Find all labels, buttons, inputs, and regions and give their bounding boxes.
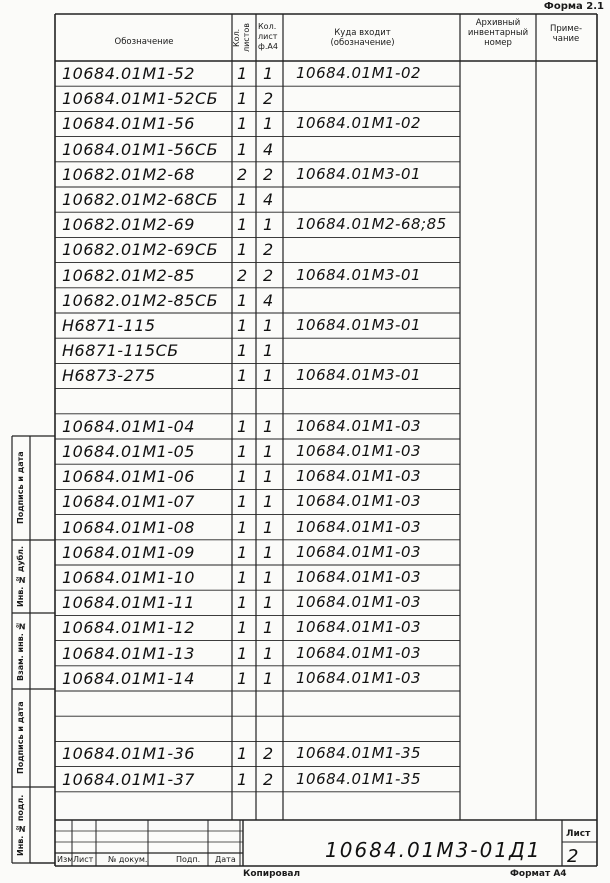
form-label: Форма 2.1 [543,1,604,12]
row-designation: 10684.01М1-11 [62,593,195,613]
row-a4: 2 [263,240,274,260]
row-a4: 1 [263,467,274,487]
row-sheets: 1 [237,517,248,537]
side-label-dup-inv: Инв. № дубл. [16,545,25,608]
row-sheets: 1 [237,89,248,109]
row-sheets: 1 [237,64,248,83]
row-sheets: 1 [237,618,248,638]
row-where-used: 10684.01М1-03 [296,492,422,511]
row-where-used: 10684.01М1-35 [296,769,422,788]
row-designation: 10684.01М1-04 [62,416,195,436]
row-sheets: 1 [237,190,248,209]
stamp-col-sheet: Лист [73,855,94,864]
row-designation: 10684.01М1-13 [62,643,195,663]
footer-copied: Копировал [243,869,301,879]
row-where-used: 10684.01М3-01 [296,164,422,183]
side-label-orig-inv: Инв. № подл. [16,794,25,856]
row-where-used: 10684.01М2-68;85 [296,215,447,234]
row-designation: Н6871-115 [62,316,156,335]
row-sheets: 1 [237,139,248,159]
row-sheets: 1 [237,114,248,134]
row-sheets: 1 [237,366,248,386]
row-sheets: 1 [237,215,248,235]
header-designation: Обозначение [114,37,174,47]
row-where-used: 10684.01М1-03 [296,416,422,435]
row-a4: 1 [263,593,274,613]
row-sheets: 1 [237,316,248,335]
row-a4: 4 [263,290,274,310]
row-designation: 10684.01М1-56СБ [62,139,219,159]
row-where-used: 10684.01М1-03 [296,542,422,561]
row-sheets: 1 [237,492,248,512]
row-sheets: 1 [237,769,248,789]
row-a4: 2 [263,89,274,109]
row-sheets: 1 [237,290,248,310]
row-sheets: 1 [237,744,248,764]
row-designation: 10684.01М1-10 [62,568,195,587]
row-where-used: 10684.01М1-03 [296,618,422,637]
row-designation: 10684.01М1-07 [62,492,195,512]
row-designation: Н6871-115СБ [62,341,179,361]
row-where-used: 10684.01М1-02 [296,114,422,133]
row-where-used: 10684.01М1-03 [296,517,422,536]
row-where-used: 10684.01М1-03 [296,568,422,586]
row-sheets: 1 [237,593,248,613]
footer-format: Формат А4 [510,869,567,879]
side-label-sign-date-bottom: Подпись и дата [16,701,25,775]
row-a4: 2 [263,769,274,789]
header-sheet-count-a4: Кол. лист ф.А4 [258,22,278,51]
row-sheets: 2 [237,265,248,285]
row-designation: 10684.01М1-06 [62,467,195,487]
row-a4: 1 [263,114,274,134]
row-where-used: 10684.01М1-03 [296,593,422,612]
row-a4: 1 [263,618,274,638]
row-a4: 1 [263,668,274,688]
row-where-used: 10684.01М3-01 [296,265,422,284]
row-a4: 2 [263,164,274,184]
stamp-col-date: Дата [215,855,236,864]
row-a4: 2 [263,744,274,764]
row-a4: 2 [263,265,274,285]
row-designation: 10684.01М1-56 [62,114,195,134]
row-sheets: 1 [237,568,248,587]
row-a4: 4 [263,190,274,209]
row-a4: 1 [263,341,274,361]
row-designation: 10684.01М1-14 [62,668,195,688]
stamp-col-doc-number: № докум. [108,855,148,864]
row-designation: 10684.01М1-36 [62,744,195,764]
row-designation: 10682.01М2-69СБ [62,240,219,260]
row-a4: 1 [263,568,274,587]
row-designation: 10684.01М1-37 [62,769,195,789]
row-sheets: 1 [237,416,248,436]
row-where-used: 10684.01М3-01 [296,366,422,385]
row-where-used: 10684.01М1-02 [296,64,422,82]
row-a4: 1 [263,643,274,663]
row-designation: 10682.01М2-85СБ [62,290,219,310]
row-a4: 1 [263,64,274,83]
row-a4: 1 [263,517,274,537]
row-designation: 10684.01М1-52 [62,64,195,83]
row-sheets: 1 [237,643,248,663]
header-note: Приме- чание [549,24,583,44]
row-sheets: 2 [237,164,248,184]
row-designation: 10684.01М1-05 [62,442,195,461]
stamp-sheet-label: Лист [566,829,591,839]
side-label-sign-date-top: Подпись и дата [16,451,25,525]
row-designation: 10682.01М2-69 [62,215,195,235]
stamp-document-number: 10684.01М3-01Д1 [325,838,542,862]
row-a4: 1 [263,366,274,386]
row-a4: 4 [263,139,274,159]
row-designation: 10684.01М1-12 [62,618,195,638]
row-where-used: 10684.01М1-03 [296,668,422,687]
row-where-used: 10684.01М1-03 [296,442,422,460]
header-sheet-count: Кол. листов [232,23,251,53]
header-where-used: Куда входит (обозначение) [330,28,395,48]
row-a4: 1 [263,492,274,512]
row-a4: 1 [263,416,274,436]
stamp-col-change: Изм [57,855,74,864]
row-a4: 1 [263,442,274,461]
header-archive-number: Архивный инвентарный номер [467,18,529,48]
row-a4: 1 [263,316,274,335]
row-sheets: 1 [237,240,248,260]
row-designation: 10682.01М2-68СБ [62,190,219,209]
row-where-used: 10684.01М1-35 [296,744,422,763]
row-a4: 1 [263,215,274,235]
row-designation: 10684.01М1-52СБ [62,89,219,109]
row-where-used: 10684.01М3-01 [296,316,422,334]
row-designation: Н6873-275 [62,366,156,386]
row-sheets: 1 [237,442,248,461]
row-sheets: 1 [237,467,248,487]
row-where-used: 10684.01М1-03 [296,643,422,662]
row-sheets: 1 [237,542,248,562]
row-sheets: 1 [237,668,248,688]
row-designation: 10682.01М2-85 [62,265,195,285]
stamp-col-signature: Подп. [176,855,201,864]
row-a4: 1 [263,542,274,562]
row-designation: 10682.01М2-68 [62,164,195,184]
row-sheets: 1 [237,341,248,361]
stamp-sheet-number: 2 [567,846,579,867]
row-designation: 10684.01М1-08 [62,517,195,537]
row-where-used: 10684.01М1-03 [296,467,422,486]
side-label-replace-inv: Взам. инв. № [16,621,25,681]
row-designation: 10684.01М1-09 [62,542,195,562]
